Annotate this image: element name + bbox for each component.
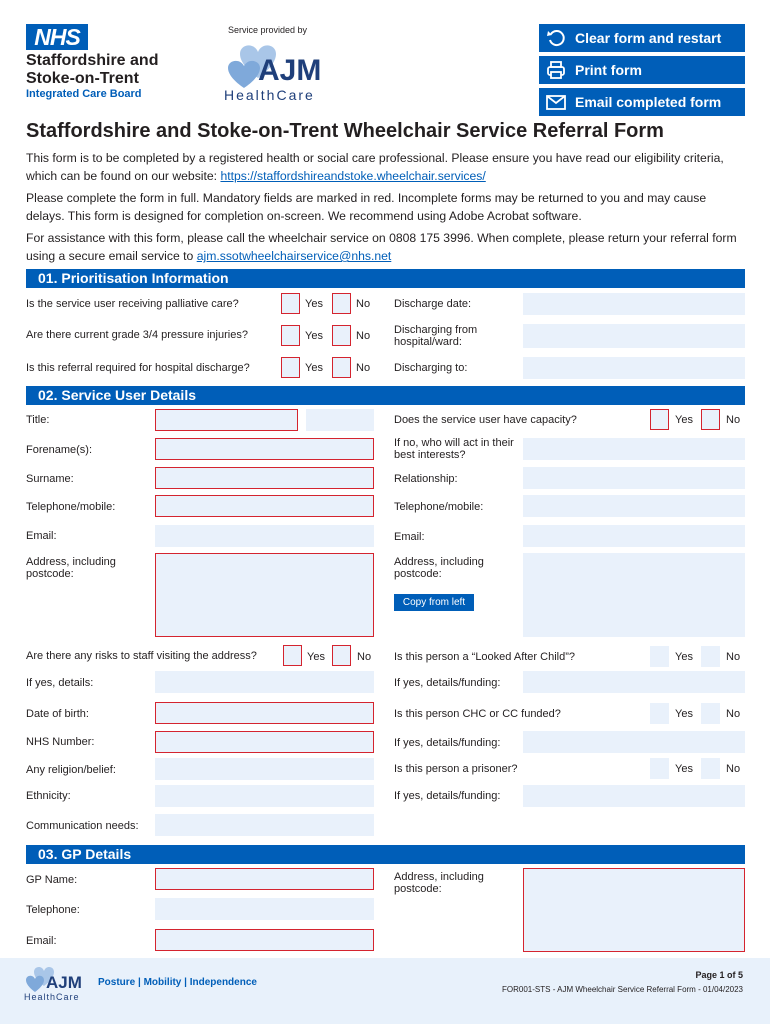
palliative-no-checkbox[interactable] (332, 293, 351, 314)
org-name-line1: Staffordshire and (26, 52, 159, 69)
prisoner-details-label: If yes, details/funding: (394, 790, 501, 802)
relationship-field[interactable] (523, 467, 745, 489)
discharging-from-label: Discharging from hospital/ward: (394, 324, 478, 348)
ajm-logo-text: AJM (258, 54, 322, 87)
no-label: No (356, 330, 371, 342)
envelope-icon (545, 91, 567, 113)
clear-form-button[interactable] (539, 24, 745, 52)
page-number: Page 1 of 5 (695, 970, 743, 980)
no-label: No (356, 298, 371, 310)
best-interests-label: If no, who will act in their best interests? (394, 437, 514, 461)
no-label: No (356, 362, 371, 374)
yes-label: Yes (305, 298, 323, 310)
no-label: No (357, 651, 372, 663)
risks-label: Are there any risks to staff visiting the address? (26, 650, 257, 662)
email-field[interactable] (155, 525, 374, 547)
nhs-logo: NHS (26, 24, 88, 50)
palliative-yes-checkbox[interactable] (281, 293, 300, 314)
pressure-no-checkbox[interactable] (332, 325, 351, 346)
representative-address-field[interactable] (523, 553, 745, 637)
section-02-header: 02. Service User Details (26, 386, 745, 405)
hospital-discharge-label: Is this referral required for hospital discharge? (26, 362, 250, 374)
discharging-to-field[interactable] (523, 357, 745, 379)
footer-ajm-text: AJM (46, 973, 82, 992)
surname-field[interactable] (155, 467, 374, 489)
gp-name-label: GP Name: (26, 874, 78, 886)
no-label: No (726, 763, 741, 775)
gp-telephone-field[interactable] (155, 898, 374, 920)
capacity-no-checkbox[interactable] (701, 409, 720, 430)
looked-after-details-label: If yes, details/funding: (394, 677, 501, 689)
telephone-field[interactable] (155, 495, 374, 517)
prisoner-yes-checkbox[interactable] (650, 758, 669, 779)
intro-paragraph-1: This form is to be completed by a registered health or social care professional. Please ensure you have read our eligibility criteria, which can be found on our website: https://staffordshireandstoke.wheelchair.services/ (26, 151, 724, 183)
intro-paragraph-2: Please complete the form in full. Mandatory fields are marked in red. Incomplete forms may be returned to you and may cause delays. This form is designed for completion on-screen. We recommend using Adobe Acrobat software. (26, 191, 707, 223)
email-label: Email: (26, 530, 57, 542)
ajm-logo-sub: HealthCare (224, 87, 315, 103)
no-label: No (726, 414, 741, 426)
ethnicity-field[interactable] (155, 785, 374, 807)
discharging-to-label: Discharging to: (394, 362, 468, 374)
address-label: Address, including postcode: (26, 556, 116, 580)
ajm-healthcare-logo (218, 38, 338, 104)
chc-details-label: If yes, details/funding: (394, 737, 501, 749)
gp-email-label: Email: (26, 935, 57, 947)
risks-yes-checkbox[interactable] (283, 645, 302, 666)
yes-label: Yes (675, 651, 693, 663)
footer-tagline: Posture | Mobility | Independence (98, 977, 257, 988)
risks-no-checkbox[interactable] (332, 645, 351, 666)
communication-label: Communication needs: (26, 820, 139, 832)
religion-field[interactable] (155, 758, 374, 780)
no-label: No (726, 651, 741, 663)
yes-label: Yes (675, 708, 693, 720)
nhs-number-label: NHS Number: (26, 736, 95, 748)
discharge-no-checkbox[interactable] (332, 357, 351, 378)
email-form-label: Email completed form (575, 94, 722, 110)
looked-after-label: Is this person a “Looked After Child”? (394, 651, 575, 663)
yes-label: Yes (675, 414, 693, 426)
org-name-line2: Stoke-on-Trent (26, 70, 139, 87)
palliative-label: Is the service user receiving palliative care? (26, 298, 239, 310)
restart-icon (545, 27, 567, 49)
surname-label: Surname: (26, 473, 74, 485)
risk-details-field[interactable] (155, 671, 374, 693)
forename-field[interactable] (155, 438, 374, 460)
nhs-number-field[interactable] (155, 731, 374, 753)
prisoner-label: Is this person a prisoner? (394, 763, 518, 775)
gp-address-field[interactable] (523, 868, 745, 952)
section-01-header: 01. Prioritisation Information (26, 269, 745, 288)
org-name-line3: Integrated Care Board (26, 88, 142, 100)
looked-after-no-checkbox[interactable] (701, 646, 720, 667)
risk-details-label: If yes, details: (26, 677, 94, 689)
document-reference: FOR001-STS - AJM Wheelchair Service Referral Form - 01/04/2023 (502, 985, 743, 994)
pressure-yes-checkbox[interactable] (281, 325, 300, 346)
dob-label: Date of birth: (26, 708, 89, 720)
title-other-field[interactable] (306, 409, 374, 431)
best-interests-field[interactable] (523, 438, 745, 460)
capacity-yes-checkbox[interactable] (650, 409, 669, 430)
dob-field[interactable] (155, 702, 374, 724)
copy-from-left-button[interactable]: Copy from left (394, 594, 474, 611)
printer-icon (545, 59, 567, 81)
prisoner-details-field[interactable] (523, 785, 745, 807)
prisoner-no-checkbox[interactable] (701, 758, 720, 779)
title-label: Title: (26, 414, 50, 426)
yes-label: Yes (675, 763, 693, 775)
forename-label: Forename(s): (26, 444, 93, 456)
title-field[interactable] (155, 409, 298, 431)
email-form-button[interactable] (539, 88, 745, 116)
intro-paragraph-3: For assistance with this form, please call the wheelchair service on 0808 175 3996. When complete, please return your referral form using a secure email service to ajm.ssotwheelchairservice@nhs.net (26, 231, 737, 263)
chc-no-checkbox[interactable] (701, 703, 720, 724)
capacity-label: Does the service user have capacity? (394, 414, 577, 426)
email-link[interactable]: ajm.ssotwheelchairservice@nhs.net (196, 249, 392, 263)
no-label: No (726, 708, 741, 720)
representative-telephone-label: Telephone/mobile: (394, 501, 484, 513)
chc-yes-checkbox[interactable] (650, 703, 669, 724)
representative-email-label: Email: (394, 531, 425, 543)
service-provided-by: Service provided by (228, 25, 308, 35)
page-title: Staffordshire and Stoke-on-Trent Wheelchair Service Referral Form (26, 120, 664, 142)
discharge-yes-checkbox[interactable] (281, 357, 300, 378)
section-03-header: 03. GP Details (26, 845, 745, 864)
gp-email-field[interactable] (155, 929, 374, 951)
yes-label: Yes (307, 651, 325, 663)
discharge-date-label: Discharge date: (394, 298, 472, 310)
website-link[interactable]: https://staffordshireandstoke.wheelchair.services/ (220, 169, 486, 183)
representative-telephone-field[interactable] (523, 495, 745, 517)
telephone-label: Telephone/mobile: (26, 501, 116, 513)
looked-after-details-field[interactable] (523, 671, 745, 693)
looked-after-yes-checkbox[interactable] (650, 646, 669, 667)
chc-details-field[interactable] (523, 731, 745, 753)
religion-label: Any religion/belief: (26, 764, 116, 776)
print-form-label: Print form (575, 62, 642, 78)
yes-label: Yes (305, 362, 323, 374)
representative-address-label: Address, including postcode: (394, 556, 484, 580)
communication-field[interactable] (155, 814, 374, 836)
ethnicity-label: Ethnicity: (26, 790, 71, 802)
relationship-label: Relationship: (394, 473, 458, 485)
chc-label: Is this person CHC or CC funded? (394, 708, 561, 720)
yes-label: Yes (305, 330, 323, 342)
footer-ajm-sub: HealthCare (24, 992, 80, 1002)
representative-email-field[interactable] (523, 525, 745, 547)
pressure-label: Are there current grade 3/4 pressure injuries? (26, 329, 248, 341)
address-field[interactable] (155, 553, 374, 637)
footer-ajm-logo (22, 962, 92, 1002)
gp-address-label: Address, including postcode: (394, 871, 484, 895)
gp-name-field[interactable] (155, 868, 374, 890)
clear-form-label: Clear form and restart (575, 30, 722, 46)
print-form-button[interactable] (539, 56, 745, 84)
gp-telephone-label: Telephone: (26, 904, 80, 916)
discharging-from-field[interactable] (523, 324, 745, 348)
discharge-date-field[interactable] (523, 293, 745, 315)
